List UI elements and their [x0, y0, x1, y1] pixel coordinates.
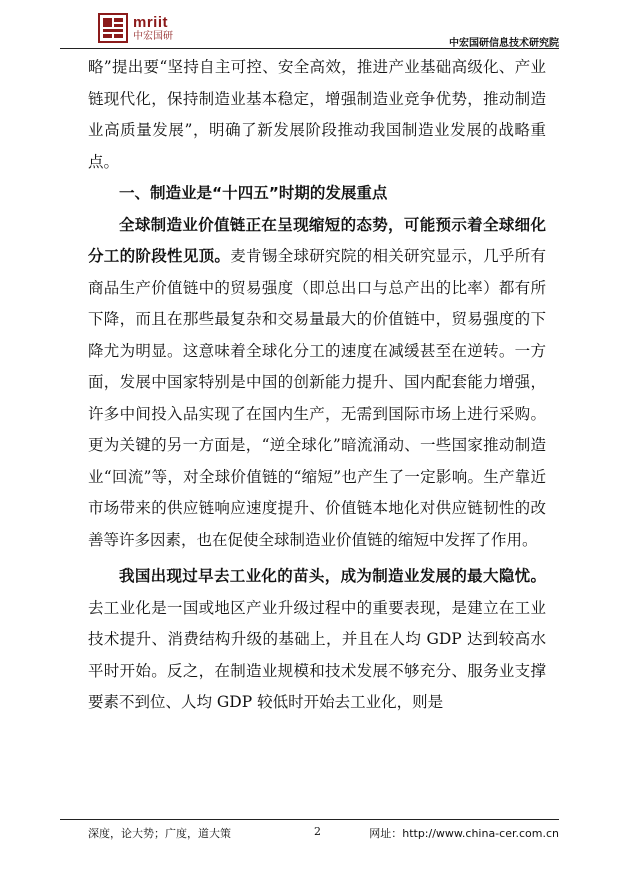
paragraph-text: 麦肯锡全球研究院的相关研究显示，几乎所有商品生产价值链中的贸易强度（即总出口与总产出的比率）都有所下降，而且在那些最复杂和交易量最大的价值链中，贸易强度的下降尤为明显。这意味着全球化分工的速度在减缓甚至在逆转。一方面，发展中国家特别是中国的创新能力提升、国内配套能力增强，许多中间投入品实现了在国内生产，无需到国际市场上进行采购。更为关键的另一方面是，“逆全球化”暗流涌动、一些国家推动制造业“回流”等，对全球价值链的“缩短”也产生了一定影响。生产靠近市场带来的供应链响应速度提升、价值链本地化对供应链韧性的改善等许多因素，也在促使全球制造业价值链的缩短中发挥了作用。 — [88, 247, 546, 549]
paragraph-continuation: 略”提出要“坚持自主可控、安全高效，推进产业基础高级化、产业链现代化，保持制造业基本稳定，增强制造业竞争优势，推动制造业高质量发展”，明确了新发展阶段推动我国制造业发展的战略重点。 — [88, 58, 546, 171]
paragraph-lead-bold: 我国出现过早去工业化的苗头，成为制造业发展的最大隐忧。 — [119, 567, 546, 585]
footer-slogan: 深度，论大势；广度，道大策 — [88, 827, 231, 840]
paragraph-text: 去工业化是一国或地区产业升级过程中的重要表现，是建立在工业技术提升、消费结构升级的基础上，并且在人均 GDP 达到较高水平时开始。反之，在制造业规模和技术发展不够充分、服务业支撑要素不到位、人均 GDP 较低时开始去工业化，则是 — [88, 598, 546, 711]
document-body — [88, 52, 546, 719]
logo-text — [133, 15, 173, 42]
paragraph-lead-bold: 全球制造业价值链正在呈现缩短的态势，可能预示着全球细化分工的阶段性见顶。 — [88, 215, 546, 265]
logo — [98, 10, 173, 46]
section-heading: 一、制造业是“十四五”时期的发展重点 — [119, 184, 388, 202]
logo-mark-icon — [98, 13, 128, 43]
page-footer — [60, 819, 559, 843]
footer-divider — [60, 819, 559, 820]
paragraph-deindustrialization — [88, 561, 546, 719]
page-header — [60, 10, 559, 50]
institute-name: 中宏国研信息技术研究院 — [449, 38, 559, 49]
paragraph-value-chain — [88, 210, 546, 557]
header-divider — [60, 48, 559, 49]
footer-website: 网址：http://www.china-cer.com.cn — [369, 827, 559, 840]
logo-english-name: mriit — [133, 13, 169, 31]
page-number: 2 — [314, 825, 321, 838]
logo-chinese-name: 中宏国研 — [133, 30, 173, 42]
